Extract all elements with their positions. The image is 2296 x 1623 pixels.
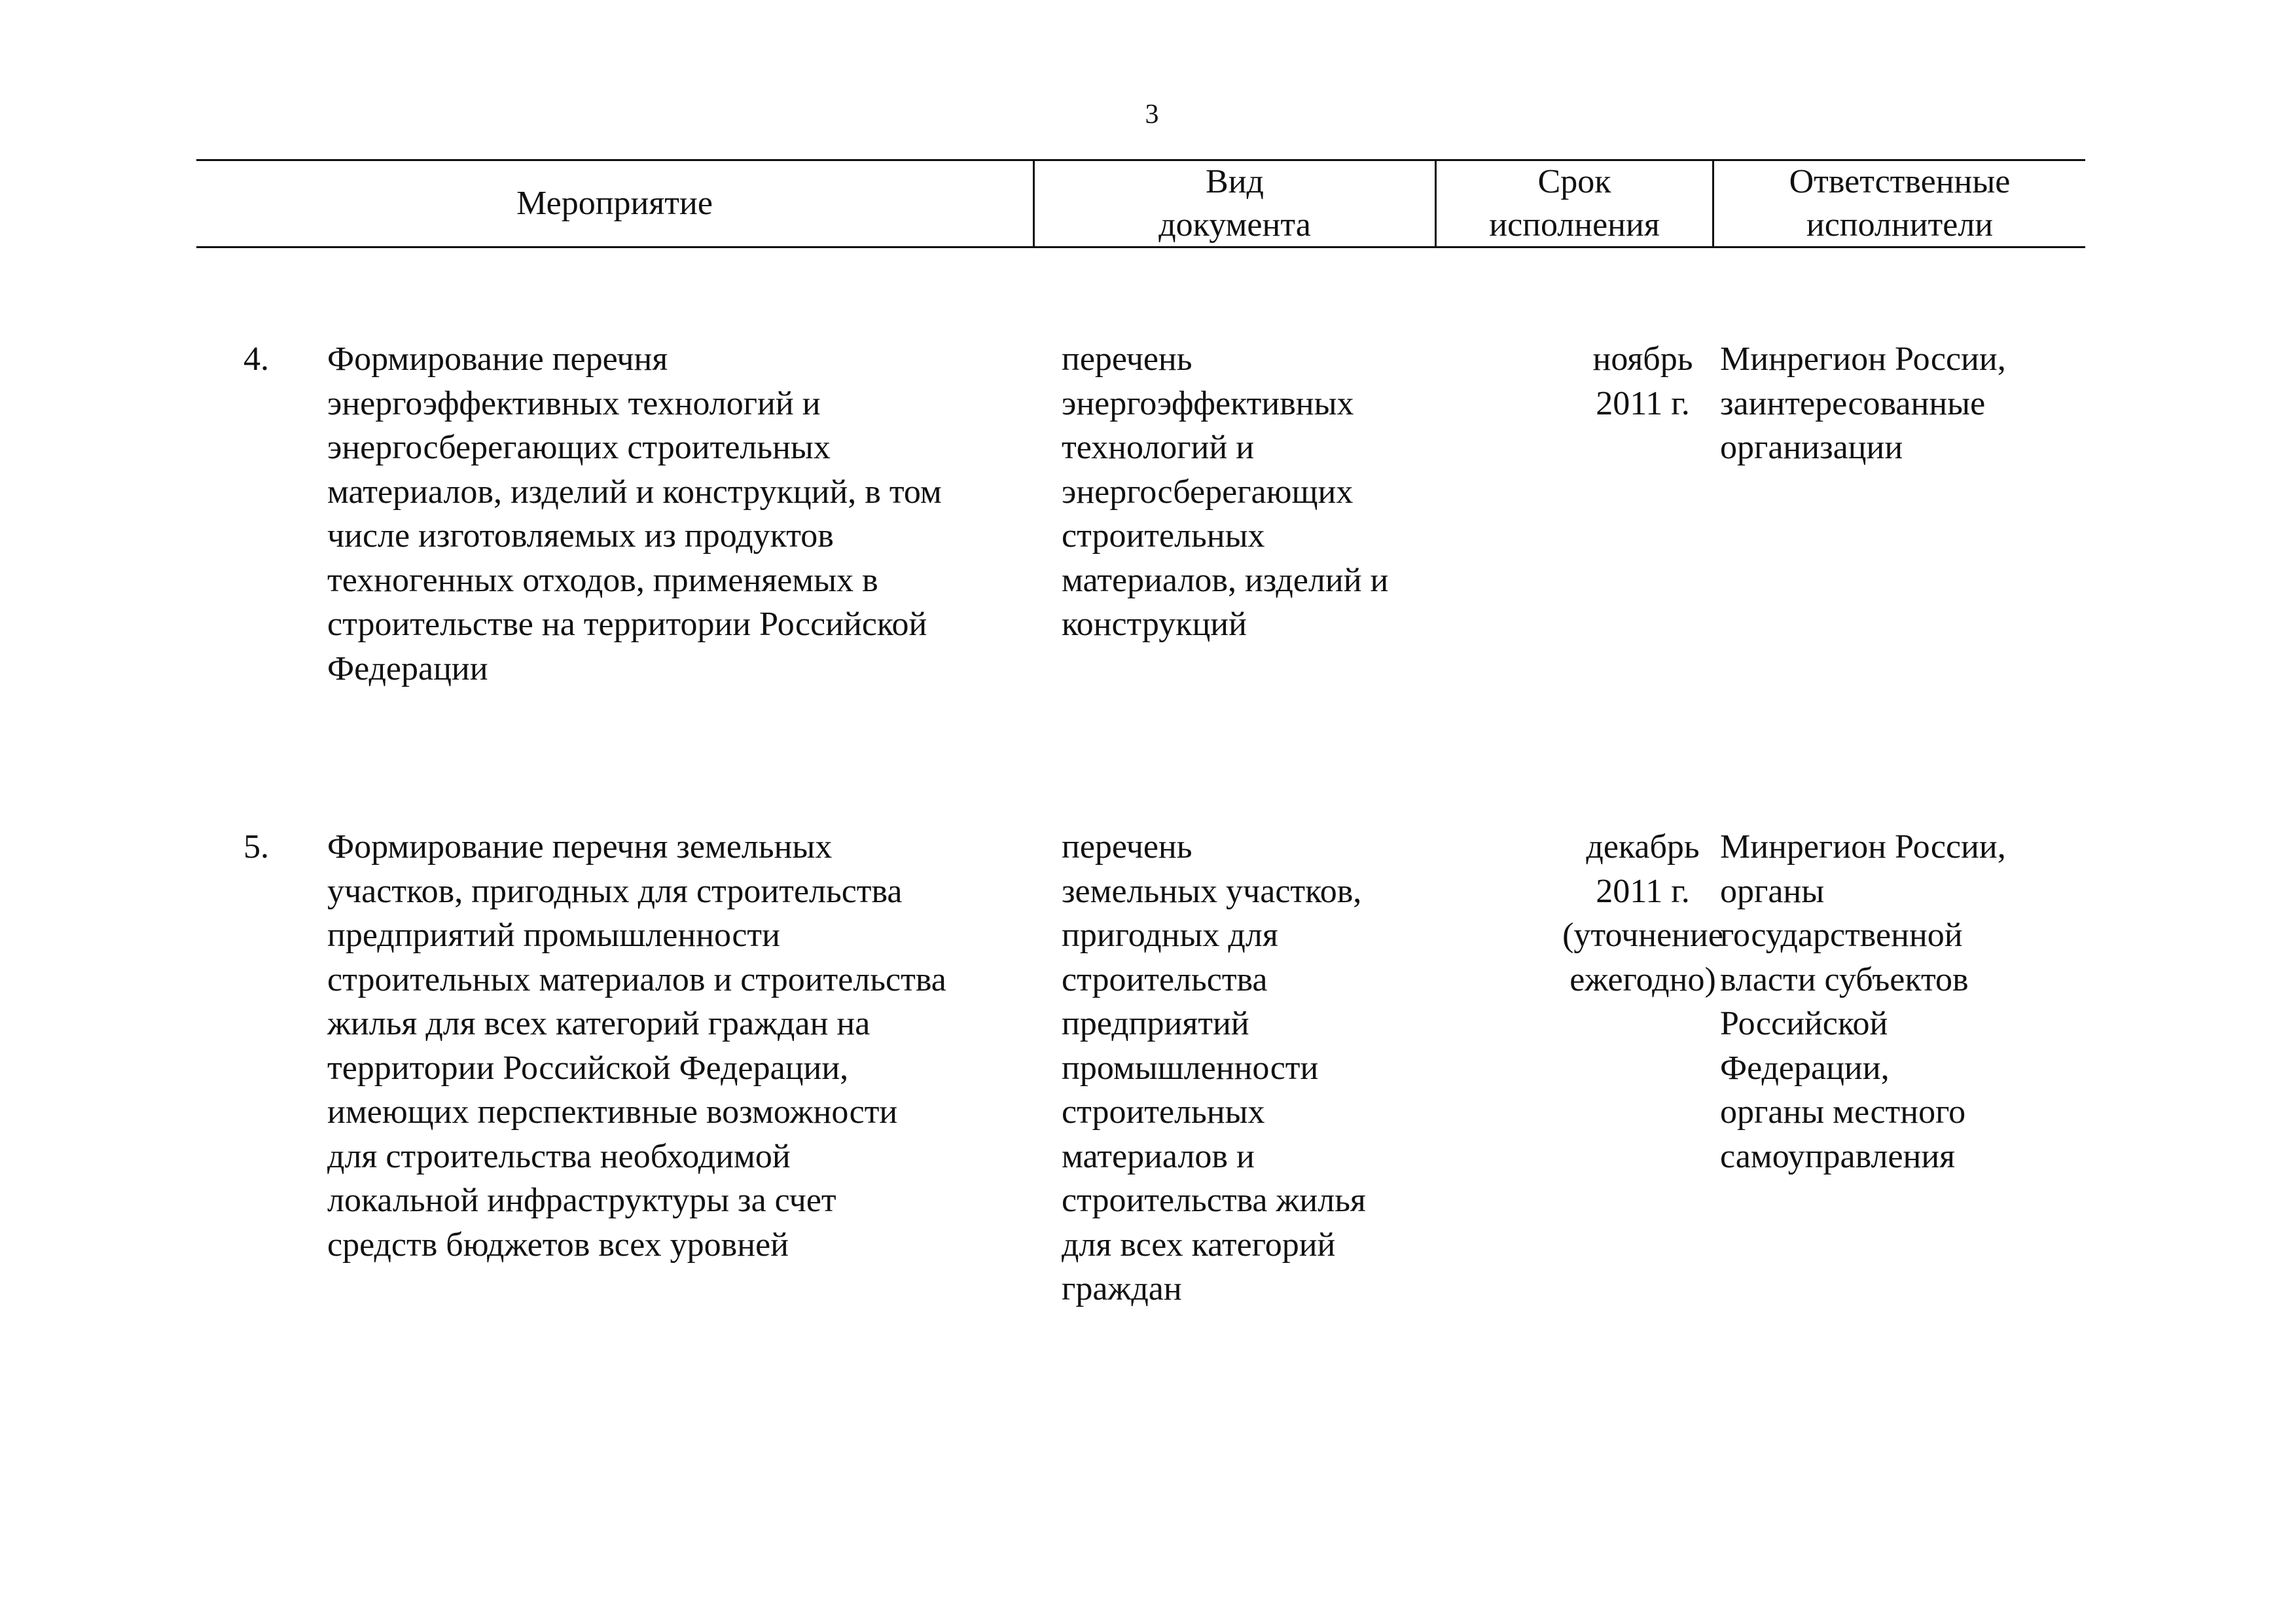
table-row [196, 825, 2085, 1316]
page-number: 3 [1145, 100, 1159, 130]
row-event: Формирование перечня земельных участков, пригодных для строительства предприятий промышленности строительных материалов и строительства жилья для всех категорий граждан на территории Российской Федерации, имеющих перспективные возможности для строительства необходимой локальной инфраструктуры за счет средств бюджетов всех уровней [327, 828, 946, 1264]
header-event: Мероприятие [516, 185, 713, 222]
header-deadline: Срок исполнения [1435, 161, 1712, 246]
row-deadline: ноябрь 2011 г. [1592, 340, 1693, 422]
row-number: 4. [243, 340, 269, 378]
row-document-type: перечень земельных участков, пригодных для строительства предприятий промышленности строительных материалов и строительства жилья для всех категорий граждан [1062, 828, 1366, 1307]
row-event: Формирование перечня энергоэффективных технологий и энергосберегающих строительных материалов, изделий и конструкций, в том числе изготовляемых из продуктов техногенных отходов, применяемых в строительстве на территории Российской Федерации [327, 340, 942, 687]
row-responsible: Минрегион России, органы государственной власти субъектов Российской Федерации, органы местного самоуправления [1720, 828, 2006, 1175]
row-deadline: декабрь 2011 г. (уточнение ежегодно) [1562, 828, 1723, 998]
header-responsible: Ответственные исполнители [1712, 161, 2085, 246]
row-responsible: Минрегион России, заинтересованные организации [1720, 340, 2006, 466]
table-row [196, 337, 2085, 697]
row-document-type: перечень энергоэффективных технологий и энергосберегающих строительных материалов, изделий и конструкций [1062, 340, 1389, 643]
table-header [196, 159, 2085, 248]
header-document-type: Вид документа [1033, 161, 1435, 246]
row-number: 5. [243, 828, 269, 866]
